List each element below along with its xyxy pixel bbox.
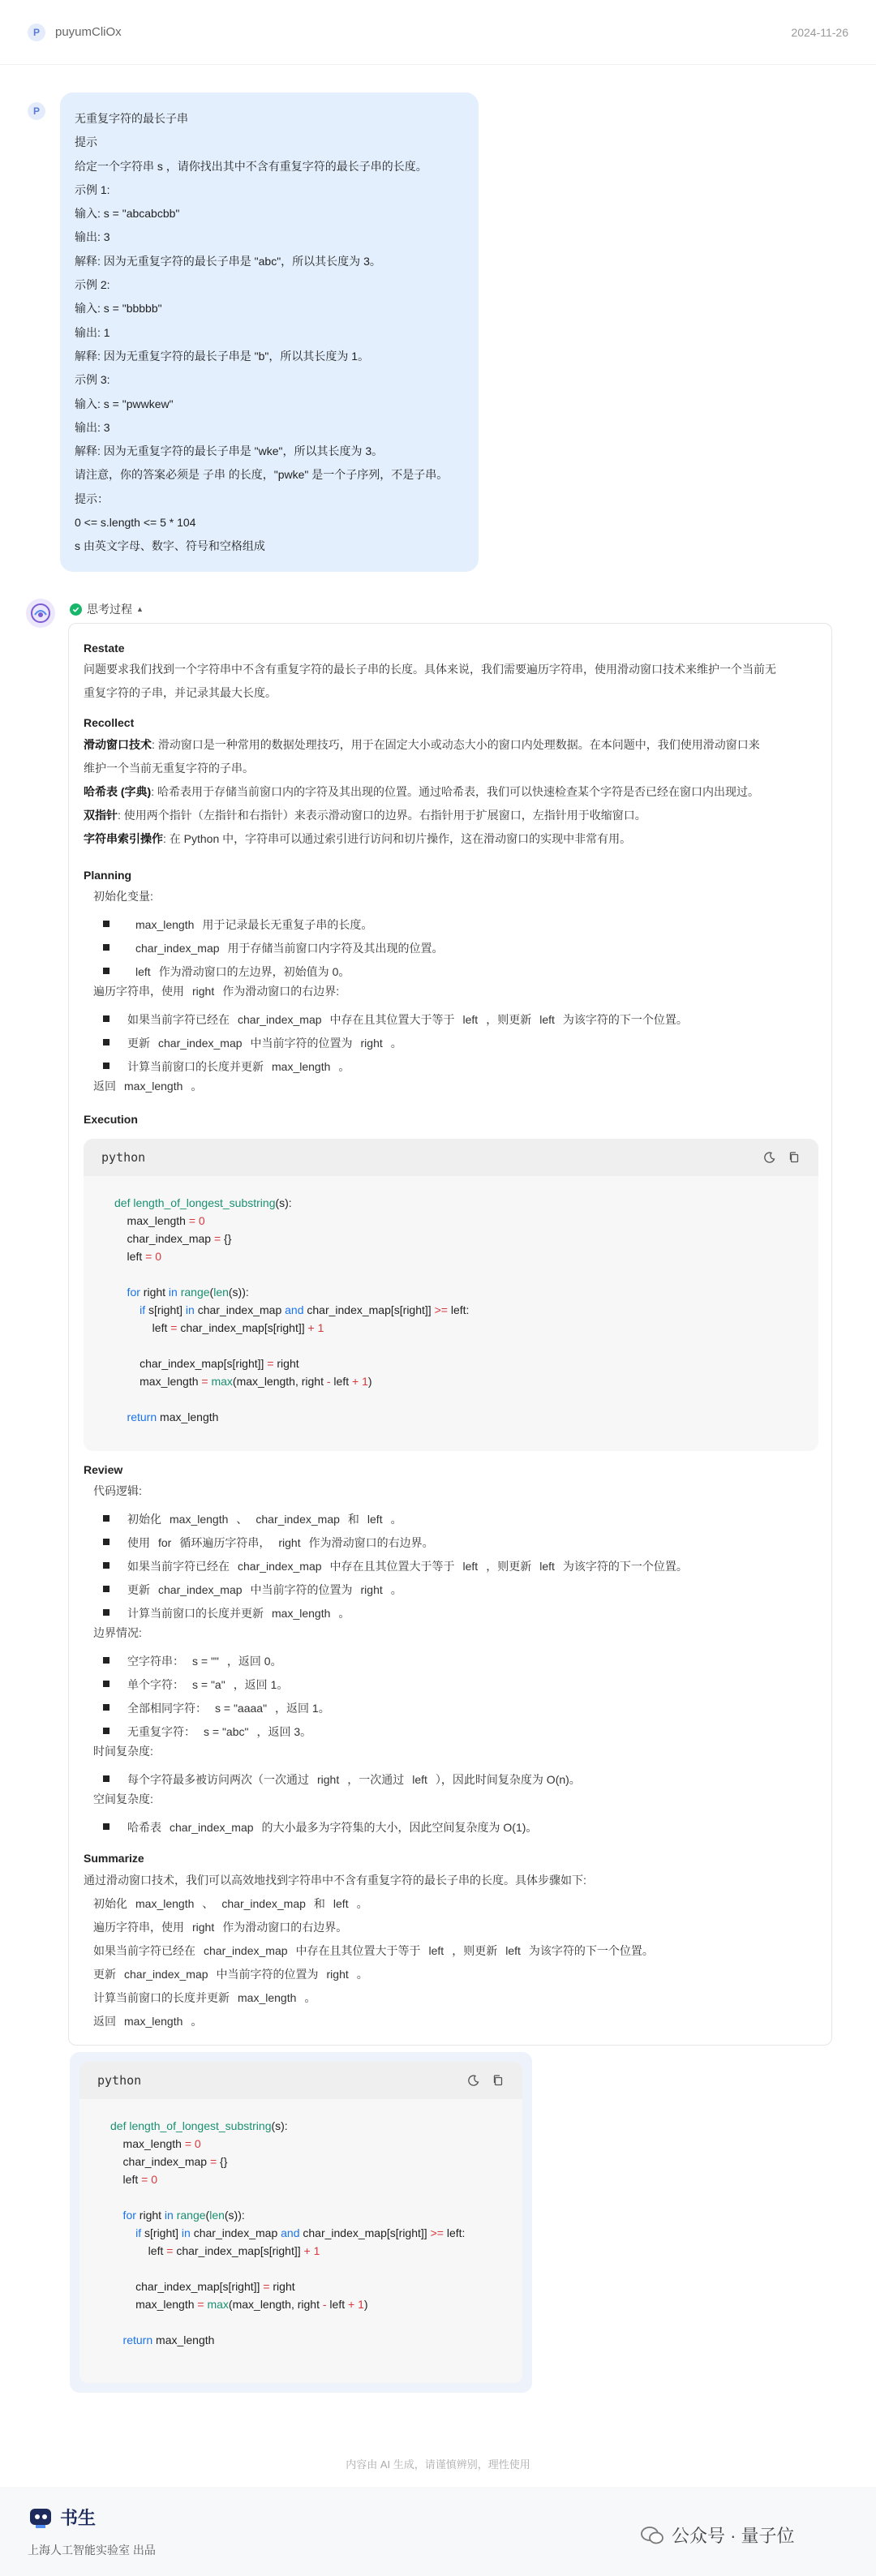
review-logic-3: 如果当前字符已经在 char_index_map 中存在且其位置大于等于 left ，则更新 left 为该字符的下一个位置。 [103,1558,688,1574]
summarize-step-1: 初始化 max_length 、 char_index_map 和 left 。 [93,1897,368,1910]
review-edge-2: 单个字符： s = "a" ，返回 1。 [103,1677,288,1693]
code-line: left = char_index_map[s[right]] + 1 [110,2244,320,2257]
thinking-panel [68,623,832,2046]
planning-init: 初始化变量: [93,890,153,903]
code-line: if s[right] in char_index_map and char_index_map[s[right]] >= left: [114,1303,470,1316]
execution-heading: Execution [84,1113,138,1126]
user-message-line: 示例 1: [75,182,110,196]
review-space-heading: 空间复杂度: [93,1792,153,1805]
summarize-step-5: 计算当前窗口的长度并更新 max_length 。 [93,1991,316,2004]
message-user-avatar: P [28,102,45,120]
username: puyumCliOx [55,25,122,39]
recollect-item-2: 哈希表 (字典): 哈希表用于存储当前窗口内的字符及其出现的位置。通过哈希表，我们可以快速检查某个字符是否已经在窗口内出现过。 [84,785,759,798]
ai-disclaimer: 内容由 AI 生成，请谨慎辨别，理性使用 [346,2458,530,2471]
code-line: max_length = 0 [114,1214,205,1227]
code-line [114,1337,818,1355]
code-lines [79,2099,522,2349]
code-line: max_length = max(max_length, right - left + 1) [110,2298,368,2311]
planning-traverse: 遍历字符串，使用 right 作为滑动窗口的右边界: [93,985,340,998]
code-line: char_index_map = {} [110,2155,228,2168]
execution-code-block [84,1139,818,1451]
recollect-item-4: 字符串索引操作: 在 Python 中，字符串可以通过索引进行访问和切片操作，这在滑动窗口的实现中非常有用。 [84,832,632,845]
code-lines [84,1176,818,1426]
shusheng-logo-icon [28,2505,55,2530]
user-message-line: 解释: 因为无重复字符的最长子串是 "b"，所以其长度为 1。 [75,349,370,363]
summarize-heading: Summarize [84,1852,144,1865]
user-message-line: 解释: 因为无重复字符的最长子串是 "abc"，所以其长度为 3。 [75,254,381,268]
code-line [110,2260,522,2278]
theme-toggle-icon[interactable] [467,2074,480,2087]
planning-bullet-5: 更新 char_index_map 中当前字符的位置为 right 。 [103,1035,402,1051]
copy-icon[interactable] [492,2074,505,2087]
user-message-bubble [60,92,479,572]
review-logic-1: 初始化 max_length 、 char_index_map 和 left 。 [103,1511,402,1527]
summarize-step-4: 更新 char_index_map 中当前字符的位置为 right 。 [93,1968,368,1981]
review-time-1: 每个字符最多被访问两次（一次通过 right ，一次通过 left ），因此时间复杂度为 O(n)。 [103,1771,581,1788]
user-message-line: 无重复字符的最长子串 [75,112,188,125]
user-message-line: 提示： [75,492,109,505]
review-logic-4: 更新 char_index_map 中当前字符的位置为 right 。 [103,1582,402,1598]
review-logic-heading: 代码逻辑: [93,1484,142,1497]
code-line: for right in range(len(s)): [114,1286,249,1299]
code-language-label: python [97,2073,142,2088]
code-line: char_index_map[s[right]] = right [114,1357,299,1370]
logo-text: 书生 [60,2508,97,2528]
user-message-line: 示例 3: [75,373,110,387]
user-message-line: 请注意，你的答案必须是 子串 的长度，"pwke" 是一个子序列，不是子串。 [75,468,449,482]
code-line: max_length = 0 [110,2137,201,2150]
code-line: char_index_map = {} [114,1232,232,1245]
summarize-step-2: 遍历字符串，使用 right 作为滑动窗口的右边界。 [93,1921,348,1934]
recollect-item-3: 双指针: 使用两个指针（左指针和右指针）来表示滑动窗口的边界。右指针用于扩展窗口，左指针用于收缩窗口。 [84,809,646,822]
wechat-watermark: 公众号 · 量子位 [641,2522,795,2548]
planning-heading: Planning [84,869,132,882]
code-line: def length_of_longest_substring(s): [114,1196,292,1209]
user-avatar: P [28,24,45,41]
user-message-line: 输入: s = "abcabcbb" [75,207,180,221]
code-line: left = 0 [114,1250,161,1263]
summarize-step-3: 如果当前字符已经在 char_index_map 中存在且其位置大于等于 left ，则更新 left 为该字符的下一个位置。 [93,1944,654,1957]
review-edge-3: 全部相同字符： s = "aaaa" ，返回 1。 [103,1700,330,1716]
code-line: for right in range(len(s)): [110,2209,245,2222]
code-line: char_index_map[s[right]] = right [110,2280,295,2293]
code-line: return max_length [110,2333,215,2346]
review-logic-5: 计算当前窗口的长度并更新 max_length 。 [103,1605,350,1621]
assistant-avatar [26,599,55,628]
conversation-date: 2024-11-26 [791,25,848,39]
user-message-line: 输出: 1 [75,325,110,339]
user-message-line: 输入: s = "bbbbb" [75,302,162,316]
review-edge-1: 空字符串： s = "" ，返回 0。 [103,1653,282,1669]
check-icon [70,603,82,616]
user-message-line: 给定一个字符串 s ，请你找出其中不含有重复字符的最长子串的长度。 [75,159,427,173]
code-language-label: python [101,1150,146,1165]
copy-icon[interactable] [788,1151,801,1164]
user-message-line: s 由英文字母、数字、符号和空格组成 [75,539,265,553]
review-edge-heading: 边界情况: [93,1626,142,1639]
code-line: def length_of_longest_substring(s): [110,2119,288,2132]
review-edge-4: 无重复字符： s = "abc" ，返回 3。 [103,1724,311,1740]
user-message-line: 0 <= s.length <= 5 * 104 [75,516,196,530]
user-message-line: 输出: 3 [75,230,110,244]
org-credit: 上海人工智能实验室 出品 [28,2544,156,2557]
planning-bullet-3: left 作为滑动窗口的左边界，初始值为 0。 [103,964,350,980]
restate-text-1: 问题要求我们找到一个字符串中不含有重复字符的最长子串的长度。具体来说，我们需要遍历字符串，使用滑动窗口技术来维护一个当前无 [84,663,776,676]
thinking-process-toggle[interactable] [70,600,144,618]
restate-heading: Restate [84,642,125,655]
code-line: if s[right] in char_index_map and char_index_map[s[right]] >= left: [110,2226,466,2239]
code-line [110,2313,522,2331]
code-block-header [79,2062,522,2099]
user-message-line: 提示 [75,135,97,149]
recollect-item-1: 滑动窗口技术: 滑动窗口是一种常用的数据处理技巧，用于在固定大小或动态大小的窗口内处理数据。在本问题中，我们使用滑动窗口来 [84,738,760,751]
planning-bullet-6: 计算当前窗口的长度并更新 max_length 。 [103,1058,350,1075]
code-line [110,2188,522,2206]
code-line: left = 0 [110,2173,157,2186]
planning-bullet-4: 如果当前字符已经在 char_index_map 中存在且其位置大于等于 left ，则更新 left 为该字符的下一个位置。 [103,1011,688,1028]
code-line: max_length = max(max_length, right - left + 1) [114,1375,372,1388]
shusheng-logo [28,2505,96,2530]
chat-header [0,0,876,65]
wechat-icon [641,2526,663,2545]
review-space-1: 哈希表 char_index_map 的大小最多为字符集的大小，因此空间复杂度为 O(1)。 [103,1819,537,1835]
recollect-item-1-cont: 维护一个当前无重复字符的子串。 [84,762,254,775]
user-message-line: 示例 2: [75,278,110,292]
planning-bullet-1: max_length 用于记录最长无重复子串的长度。 [103,917,372,933]
restate-text-2: 重复字符的子串，并记录其最大长度。 [84,686,277,699]
theme-toggle-icon[interactable] [763,1151,776,1164]
code-line [114,1390,818,1408]
user-message-line: 解释: 因为无重复字符的最长子串是 "wke"，所以其长度为 3。 [75,444,384,458]
user-message-line: 输入: s = "pwwkew" [75,397,174,410]
code-block-header [84,1139,818,1176]
intern-logo-icon [30,603,51,624]
review-heading: Review [84,1463,123,1476]
code-line [114,1265,818,1283]
bottom-bar [0,2487,876,2576]
review-logic-2: 使用 for 循环遍历字符串， right 作为滑动窗口的右边界。 [103,1535,434,1551]
summarize-step-6: 返回 max_length 。 [93,2015,203,2028]
user-message-line: 输出: 3 [75,420,110,434]
caret-up-icon: ▲ [136,605,144,613]
thinking-label: 思考过程 [87,603,132,616]
answer-code-block [70,2052,532,2393]
code-line: return max_length [114,1410,219,1423]
planning-return: 返回 max_length 。 [93,1080,203,1093]
code-line: left = char_index_map[s[right]] + 1 [114,1321,324,1334]
summarize-intro: 通过滑动窗口技术，我们可以高效地找到字符串中不含有重复字符的最长子串的长度。具体步骤如下: [84,1874,586,1887]
planning-bullet-2: char_index_map 用于存储当前窗口内字符及其出现的位置。 [103,940,444,956]
review-time-heading: 时间复杂度: [93,1745,153,1758]
recollect-heading: Recollect [84,716,135,729]
